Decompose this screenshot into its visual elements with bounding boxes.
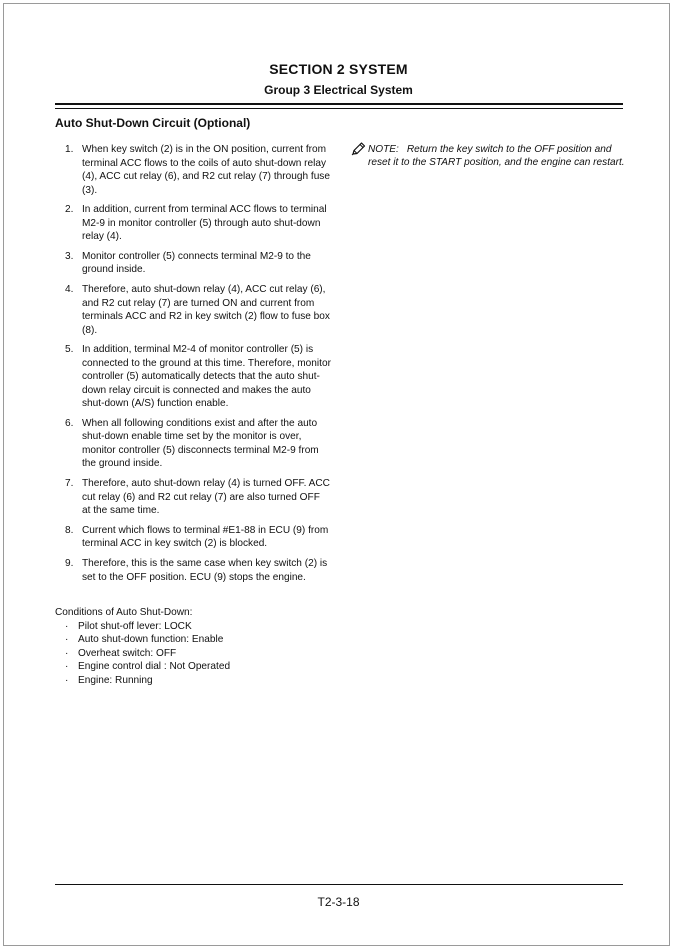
step-item	[65, 417, 331, 471]
conditions-title: Conditions of Auto Shut-Down:	[55, 607, 193, 618]
step-text: When all following conditions exist and after the auto shut-down enable time set by the monitor is over, monitor controller (5) disconnects terminal M2-9 from the ground inside.	[82, 417, 319, 470]
condition-item	[65, 633, 355, 647]
step-text: Monitor controller (5) connects terminal M2-9 to the ground inside.	[82, 250, 311, 276]
step-number: 1.	[65, 144, 74, 155]
condition-text: Engine control dial : Not Operated	[78, 661, 231, 672]
step-number: 2.	[65, 204, 74, 216]
condition-text: Pilot shut-off lever: LOCK	[78, 620, 192, 632]
step-item	[65, 203, 331, 244]
step-text: Therefore, auto shut-down relay (4) is turned OFF. ACC cut relay (6) and R2 cut relay (7) are also turned OFF at the same time.	[82, 478, 330, 517]
step-number: 9.	[65, 558, 74, 569]
condition-text: Engine: Running	[78, 674, 153, 686]
group-title: Group 3 Electrical System	[264, 83, 413, 97]
step-item	[65, 343, 331, 411]
bullet-icon: ·	[65, 620, 69, 632]
step-item	[65, 250, 331, 277]
step-number: 5.	[65, 344, 74, 356]
condition-item	[65, 647, 355, 661]
step-text: Therefore, this is the same case when key switch (2) is set to the OFF position. ECU (9) stops the engine.	[82, 558, 328, 583]
bullet-icon: ·	[65, 674, 69, 686]
step-item	[65, 143, 331, 197]
step-text: Therefore, auto shut-down relay (4), ACC cut relay (6), and R2 cut relay (7) are turned ON and current from terminals ACC and R2 in key switch (2) flow to fuse box (8).	[82, 284, 330, 336]
step-text: Current which flows to terminal #E1-88 in ECU (9) from terminal ACC in key switch (2) is blocked.	[82, 524, 329, 550]
step-text: In addition, current from terminal ACC flows to terminal M2-9 in monitor controller (5) through auto shut-down relay (4).	[82, 204, 327, 243]
step-text: When key switch (2) is in the ON position, current from terminal ACC flows to the coils of auto shut-down relay (4), ACC cut relay (6), and R2 cut relay (7) through fuse (3).	[82, 144, 330, 196]
step-number: 7.	[65, 478, 74, 490]
page-number: T2-3-18	[317, 895, 360, 909]
bullet-icon: ·	[65, 634, 69, 645]
pencil-icon	[351, 142, 368, 170]
condition-item	[65, 674, 355, 688]
note-label: NOTE:	[368, 144, 399, 155]
section-title: SECTION 2 SYSTEM	[269, 61, 408, 77]
note-content	[368, 143, 626, 170]
condition-text: Auto shut-down function: Enable	[78, 634, 224, 645]
header-divider	[55, 103, 623, 109]
step-item	[65, 283, 331, 337]
step-item	[65, 477, 331, 518]
step-number: 4.	[65, 284, 74, 296]
step-number: 3.	[65, 250, 74, 262]
bullet-icon: ·	[65, 661, 69, 672]
note-block	[351, 143, 626, 170]
step-number: 8.	[65, 524, 74, 536]
conditions-block	[55, 606, 355, 687]
step-text: In addition, terminal M2-4 of monitor controller (5) is connected to the ground at this time. Therefore, monitor controller (5) automatically detects that the auto shut-down relay circuit is connected and makes the auto shut-down (A/S) function enable.	[82, 344, 331, 410]
conditions-list	[55, 620, 355, 688]
condition-item	[65, 660, 355, 674]
bullet-icon: ·	[65, 647, 69, 659]
step-item	[65, 524, 331, 551]
condition-item	[65, 620, 355, 634]
step-item	[65, 557, 331, 584]
note-text: Return the key switch to the OFF position and reset it to the START position, and the engine can restart.	[368, 144, 625, 169]
circuit-heading: Auto Shut-Down Circuit (Optional)	[55, 116, 251, 130]
condition-text: Overheat switch: OFF	[78, 647, 177, 659]
step-list	[65, 143, 331, 590]
step-number: 6.	[65, 417, 74, 429]
footer-divider	[55, 884, 623, 885]
